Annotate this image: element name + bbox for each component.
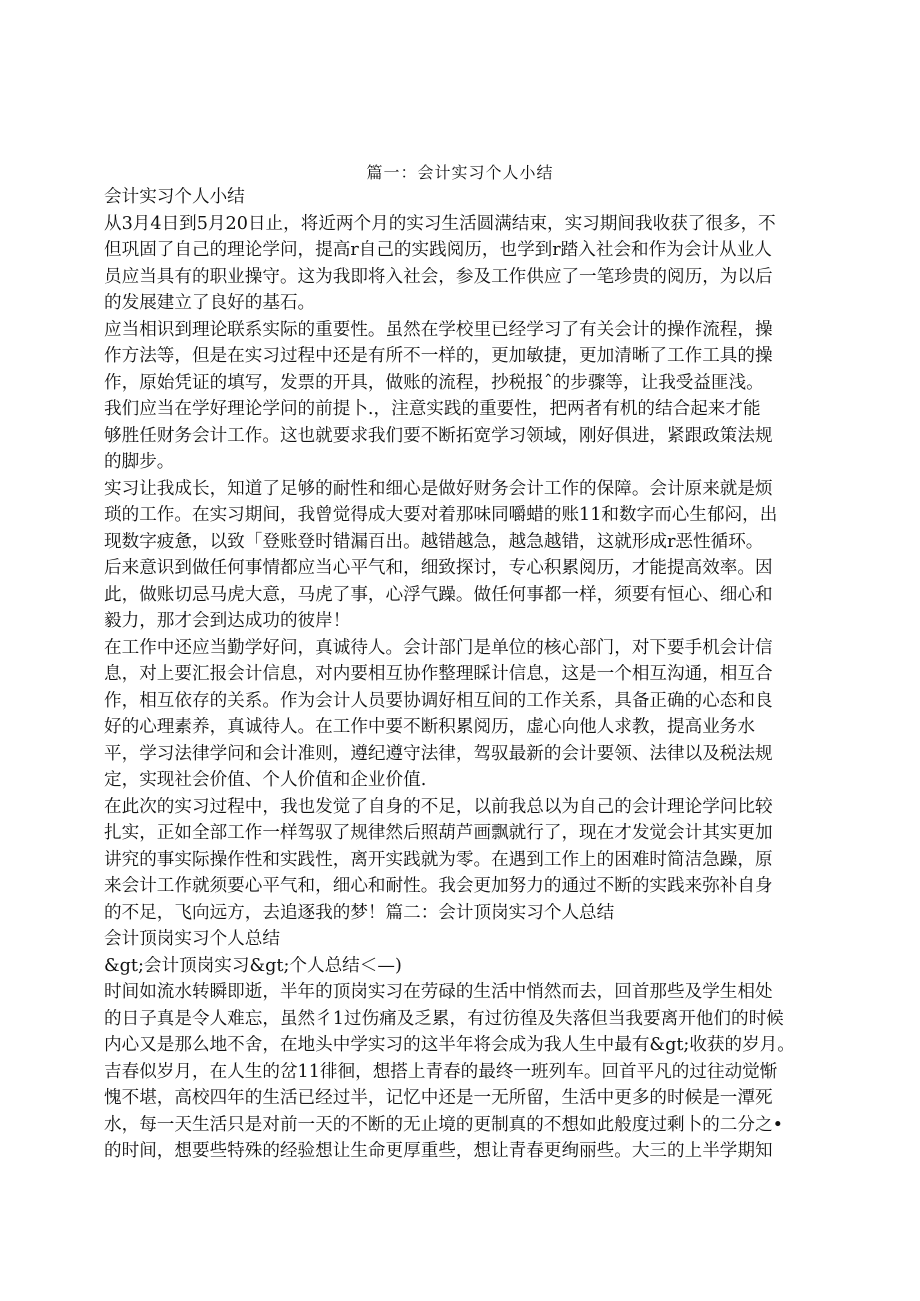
text-line: 吉春似岁月，在人生的岔11徘徊，想搭上青春的最终一班列车。回首平凡的过往动觉惭 — [104, 1061, 778, 1082]
text-line: 此，做账切忌马虎大意，马虎了事，心浮气躁。做任何事都一样，须要有恒心、细心和 — [104, 584, 773, 605]
document-body — [104, 184, 816, 1165]
text-line: 毅力，那才会到达成功的彼岸！ — [104, 611, 351, 631]
text-line: 讲究的事实际操作性和实践性，离开实践就为零。在遇到工作上的困难时简洁急躁，原 — [104, 849, 773, 870]
text-line: 应当相识到理论联系实际的重要性。虽然在学校里已经学习了有关会计的操作流程，操 — [104, 319, 773, 340]
text-line: 但巩固了自己的理论学问，提高r自己的实践阅历，也学到r踏入社会和作为会计从业人 — [104, 240, 772, 260]
text-line: 愧不堪，高校四年的生活已经过半，记忆中还是一无所留，生活中更多的时候是一潭死 — [104, 1088, 773, 1108]
text-line: 的日子真是令人难忘，虽然彳1过伤痛及乏累，有过彷徨及失落但当我要离开他们的时候 — [104, 1008, 784, 1029]
text-line: 实习让我成长，知道了足够的耐性和细心是做好财务会计工作的保障。会计原来就是烦 — [104, 478, 773, 499]
text-line: 从3月4日到5月20日止，将近两个月的实习生活圆满结束，实习期间我收获了很多，不 — [104, 213, 776, 234]
text-line: 在工作中还应当勤学好问，真诚待人。会计部门是单位的核心部门，对下要手机会计信 — [104, 637, 773, 658]
text-line: 的时间，想要些特殊的经验想让生命更厚重些，想让青春更绚丽些。大三的上半学期知 — [104, 1141, 773, 1161]
text-line: 作方法等，但是在实习过程中还是有所不一样的，更加敏捷，更加清晰了工作工具的操 — [104, 346, 773, 366]
text-line: 平，学习法律学问和会计准则，遵纪遵守法律，驾驭最新的会计要领、法律以及税法规 — [104, 743, 773, 764]
text-line: 的发展建立了良好的基石。 — [104, 293, 316, 313]
text-line: 作，相互依存的关系。作为会计人员要协调好相互间的工作关系，具备正确的心态和良 — [104, 690, 773, 711]
text-line: 现数字疲惫，以致「登账登时错漏百出。越错越急，越急越错，这就形成r恶性循环。 — [104, 531, 764, 552]
text-line: 的不足，飞向远方，去追逐我的梦！篇二：会计顶岗实习个人总结 — [104, 902, 615, 923]
text-line: 息，对上要汇报会计信息，对内要相互协作整理睬计信息，这是一个相互沟通，相互合 — [104, 664, 773, 684]
text-line: 定，实现社会价值、个人价值和企业价值. — [104, 770, 427, 790]
text-line: 好的心理素养，真诚待人。在工作中要不断积累阅历，虚心向他人求教，提高业务水 — [104, 717, 755, 737]
text-line: 琐的工作。在实习期间，我曾觉得成大要对着那味同嚼蜡的账11和数字而心生郁闷，出 — [104, 505, 778, 525]
text-line: 的脚步。 — [104, 452, 175, 472]
text-line: 会计顶岗实习个人总结 — [104, 929, 280, 949]
text-line: 在此次的实习过程中，我也发觉了自身的不足，以前我总以为自己的会计理论学问比较 — [104, 796, 773, 817]
text-line: 我们应当在学好理论学问的前提卜.，注意实践的重要性，把两者有机的结合起来才能 — [104, 399, 761, 419]
text-line: 时间如流水转瞬即逝，半年的顶岗实习在劳碌的生活中悄然而去，回首那些及学生相处 — [104, 982, 773, 1002]
document-title: 篇一：会计实习个人小结 — [366, 163, 554, 182]
text-line: 作，原始凭证的填写，发票的开具，做账的流程，抄税报ˆ的步骤等，让我受益匪浅。 — [104, 372, 764, 393]
text-line: 员应当具有的职业操守。这为我即将入社会，参及工作供应了一笔珍贵的阅历，为以后 — [104, 266, 773, 287]
text-line: 会计实习个人小结 — [104, 187, 245, 207]
text-line: &gt;会计顶岗实习&gt;个人总结＜—) — [104, 955, 402, 976]
text-line: 够胜任财务会计工作。这也就要求我们要不断拓宽学习领域，刚好俱进，紧跟政策法规 — [104, 425, 773, 446]
text-line: 内心又是那么地不舍，在地头中学实习的这半年将会成为我人生中最有&gt;收获的岁月。 — [104, 1035, 795, 1055]
text-line: 来会计工作就须要心平气和，细心和耐性。我会更加努力的通过不断的实践来弥补自身 — [104, 876, 773, 896]
text-line: 后来意识到做任何事情都应当心平气和，细致探讨，专心积累阅历，才能提高效率。因 — [104, 558, 773, 578]
text-line: 水，每一天生活只是对前一天的不断的无止境的更制真的不想如此般度过剩卜的二分之• — [104, 1114, 783, 1135]
text-line: 扎实，正如全部工作一样驾驭了规律然后照葫芦画飘就行了，现在才发觉会计其实更加 — [104, 823, 773, 843]
